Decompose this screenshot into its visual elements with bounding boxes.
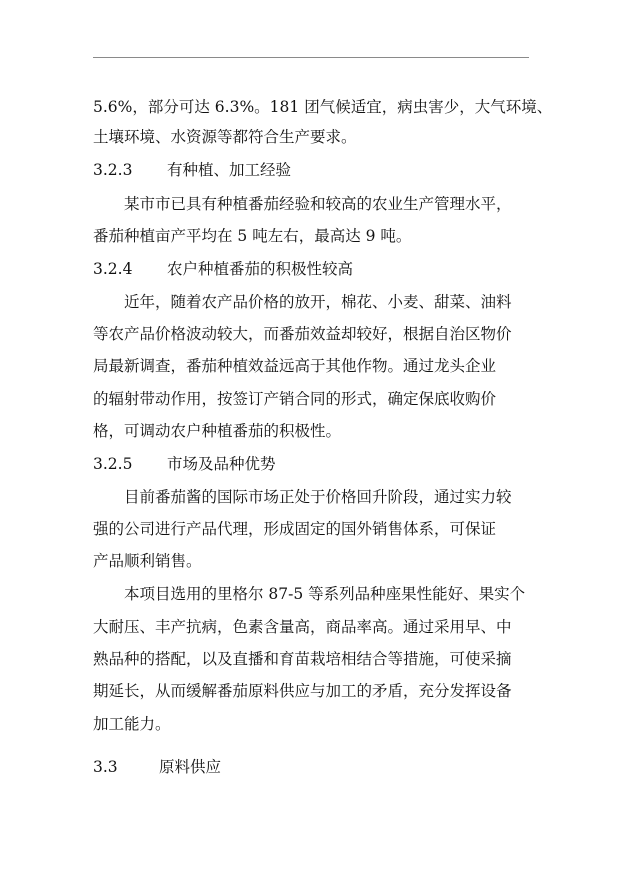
section-heading-3-2-5	[93, 454, 276, 474]
paragraph-line: 某市市已具有种植番茄经验和较高的农业生产管理水平，	[124, 195, 512, 213]
paragraph-line: 大耐压、丰产抗病，色素含量高，商品率高。通过采用早、中	[93, 618, 512, 636]
section-number: 3.2.4	[93, 260, 133, 278]
paragraph-line: 近年，随着农产品价格的放开，棉花、小麦、甜菜、油料	[124, 293, 512, 311]
paragraph-line: 5.6%，部分可达 6.3%。181 团气候适宜，病虫害少，大气环境、	[93, 98, 553, 116]
paragraph-line: 番茄种植亩产平均在 5 吨左右，最高达 9 吨。	[93, 227, 412, 245]
paragraph-line: 土壤环境、水资源等都符合生产要求。	[93, 128, 357, 146]
paragraph-line: 本项目选用的里格尔 87-5 等系列品种座果性能好、果实个	[124, 585, 526, 603]
paragraph-line: 局最新调查，番茄种植效益远高于其他作物。通过龙头企业	[93, 357, 497, 375]
paragraph-line: 期延长，从而缓解番茄原料供应与加工的矛盾，充分发挥设备	[93, 682, 512, 700]
section-heading-3-3	[93, 757, 221, 777]
section-number: 3.3	[93, 758, 118, 776]
paragraph-line: 熟品种的搭配，以及直播和育苗栽培相结合等措施，可使采摘	[93, 650, 512, 668]
section-title: 市场及品种优势	[167, 455, 276, 473]
paragraph-line: 产品顺利销售。	[93, 552, 202, 570]
section-number: 3.2.3	[93, 161, 133, 179]
paragraph-line: 强的公司进行产品代理，形成固定的国外销售体系，可保证	[93, 520, 497, 538]
paragraph-line: 的辐射带动作用，按签订产销合同的形式，确定保底收购价	[93, 390, 497, 408]
paragraph-line: 加工能力。	[93, 715, 171, 733]
section-number: 3.2.5	[93, 455, 133, 473]
section-heading-3-2-4	[93, 259, 353, 279]
section-title: 农户种植番茄的积极性较高	[167, 260, 354, 278]
paragraph-line: 格，可调动农户种植番茄的积极性。	[93, 422, 342, 440]
section-heading-3-2-3	[93, 160, 291, 180]
section-title: 有种植、加工经验	[167, 161, 292, 179]
paragraph-line: 等农产品价格波动较大，而番茄效益却较好，根据自治区物价	[93, 325, 512, 343]
section-title: 原料供应	[159, 758, 222, 776]
header-rule	[93, 57, 529, 58]
paragraph-line: 目前番茄酱的国际市场正处于价格回升阶段，通过实力较	[124, 488, 512, 506]
